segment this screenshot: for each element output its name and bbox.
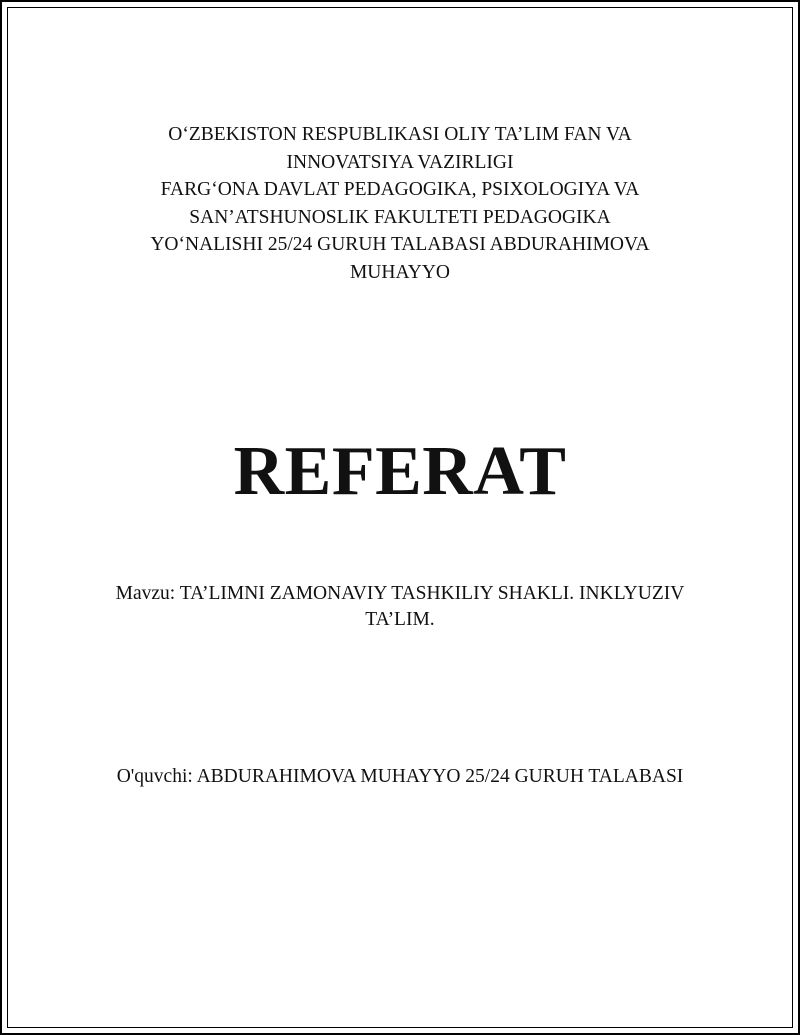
student-info: O'quvchi: ABDURAHIMOVA MUHAYYO 25/24 GURUH TALABASI	[116, 766, 684, 787]
header-line: O‘ZBEKISTON RESPUBLIKASI OLIY TA’LIM FAN VA	[168, 124, 632, 145]
header-line: MUHAYYO	[349, 261, 451, 283]
header-line: FARG‘ONA DAVLAT PEDAGOGIKA, PSIXOLOGIYA VA	[160, 179, 640, 200]
topic-block	[100, 581, 700, 633]
header-line: INNOVATSIYA VAZIRLIGI	[286, 151, 514, 173]
document-title: REFERAT	[233, 433, 567, 510]
header-line: SAN’ATSHUNOSLIK FAKULTETI PEDAGOGIKA	[189, 206, 611, 228]
topic-line: TA’LIM.	[365, 609, 435, 630]
topic-line: Mavzu: TA’LIMNI ZAMONAVIY TASHKILIY SHAKLI. INKLYUZIV	[115, 583, 685, 604]
institution-header	[100, 121, 700, 286]
header-line: YO‘NALISHI 25/24 GURUH TALABASI ABDURAHIMOVA	[150, 234, 650, 255]
